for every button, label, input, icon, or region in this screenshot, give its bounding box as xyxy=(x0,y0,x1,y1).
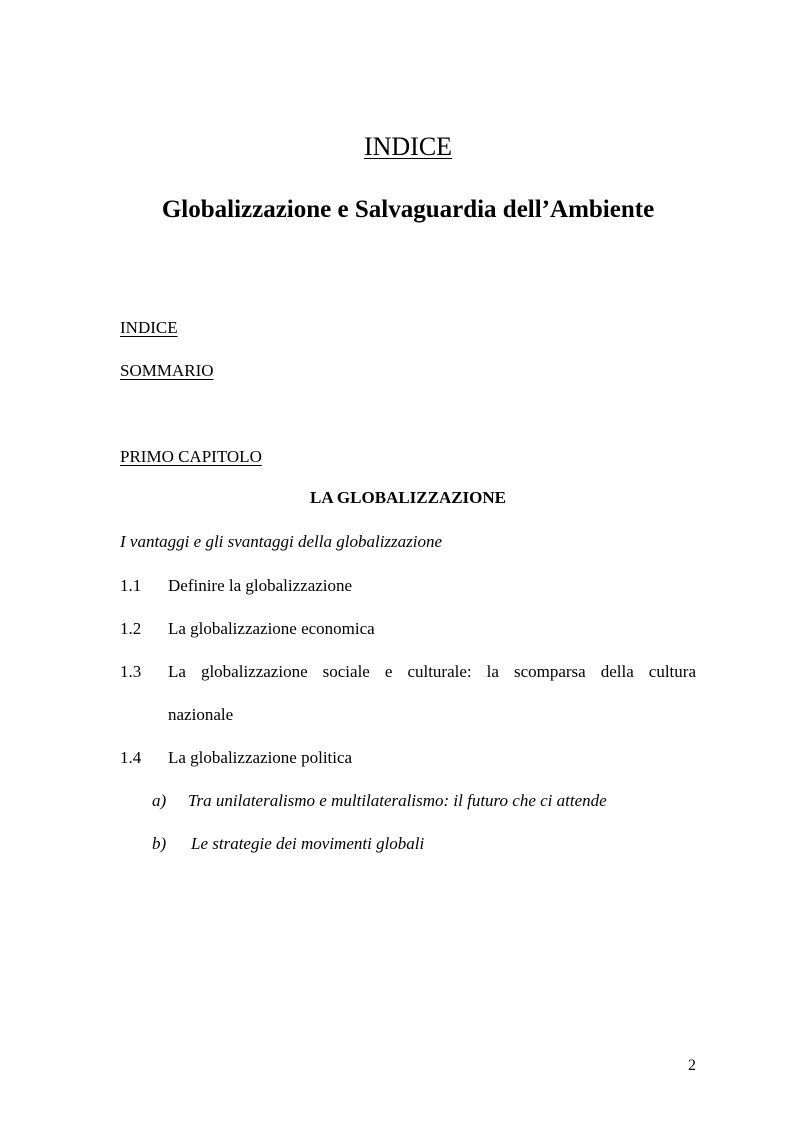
subsection-entry xyxy=(152,791,607,811)
section-title: La globalizzazione sociale e culturale: la scomparsa della cultura xyxy=(168,662,696,681)
toc-link-primo-capitolo[interactable]: PRIMO CAPITOLO xyxy=(120,447,262,466)
toc-entry xyxy=(120,619,375,639)
toc-entry xyxy=(120,662,168,682)
page-title[interactable]: INDICE xyxy=(363,132,453,161)
document-title: Globalizzazione e Salvaguardia dell’Ambiente xyxy=(161,196,655,223)
toc-link-sommario[interactable]: SOMMARIO xyxy=(120,361,214,380)
section-number: 1.3 xyxy=(120,662,142,681)
subsection-title: Tra unilateralismo e multilateralismo: il futuro che ci attende xyxy=(188,791,607,810)
toc-link-indice[interactable]: INDICE xyxy=(120,318,178,337)
section-number: 1.4 xyxy=(120,748,142,767)
toc-entry xyxy=(120,748,352,768)
page-number: 2 xyxy=(688,1057,696,1074)
chapter-intro: I vantaggi e gli svantaggi della globalizzazione xyxy=(120,532,443,551)
toc-entry xyxy=(120,576,352,596)
section-title: La globalizzazione economica xyxy=(168,619,375,638)
subsection-letter: a) xyxy=(152,791,167,810)
subsection-letter: b) xyxy=(152,834,167,853)
subsection-title: Le strategie dei movimenti globali xyxy=(191,834,425,853)
section-title-continued: nazionale xyxy=(168,705,234,724)
section-title: La globalizzazione politica xyxy=(168,748,353,767)
chapter-heading: LA GLOBALIZZAZIONE xyxy=(309,488,507,507)
section-number: 1.2 xyxy=(120,619,142,638)
subsection-entry xyxy=(152,834,425,854)
section-number: 1.1 xyxy=(120,576,142,595)
section-title: Definire la globalizzazione xyxy=(168,576,353,595)
